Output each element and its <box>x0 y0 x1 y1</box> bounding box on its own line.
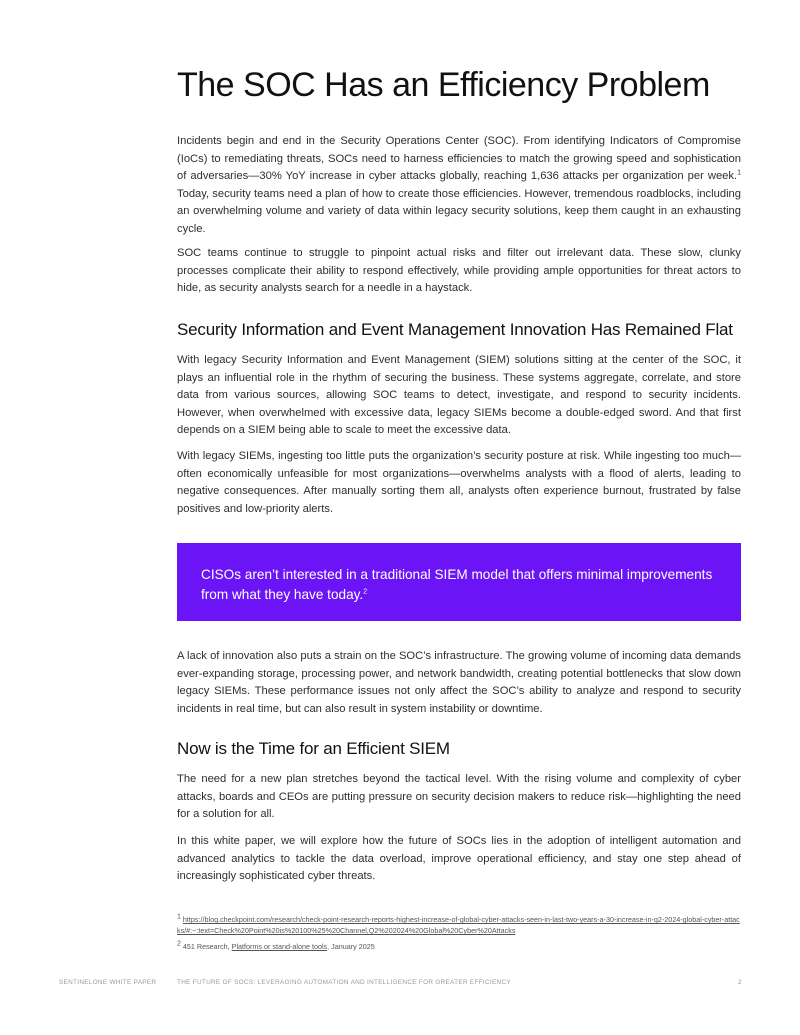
footnote-1 <box>177 914 741 936</box>
footnote-2-source: 451 Research, <box>182 942 232 951</box>
footnote-ref-1[interactable]: 1 <box>737 169 741 177</box>
footer-page-number: 2 <box>738 979 742 986</box>
efficient-siem-paragraph-2: In this white paper, we will explore how the future of SOCs lies in the adoption of intelligent automation and advanced analytics to tackle the data overload, improve operational efficiency, and stay one step ahead of increasingly sophisticated cyber threats. <box>177 835 741 882</box>
page-title: The SOC Has an Efficiency Problem <box>177 66 710 104</box>
intro-paragraph-2: SOC teams continue to struggle to pinpoint actual risks and filter out irrelevant data. These slow, clunky processes complicate their ability to respond effectively, while providing ample opportunities for threat actors to hide, as security analysts search for a needle in a haystack. <box>177 247 741 294</box>
footnotes <box>177 914 741 957</box>
footer-document-title: THE FUTURE OF SOCS: LEVERAGING AUTOMATION AND INTELLIGENCE FOR GREATER EFFICIENCY <box>177 979 511 986</box>
siem-paragraph-1: With legacy Security Information and Event Management (SIEM) solutions sitting at the center of the SOC, it plays an influential role in the rhythm of securing the business. These systems aggregate, correlate, and store data from various sources, allowing SOC teams to detect, investigate, and respond to security incidents. However, when overwhelmed with excessive data, legacy SIEMs become a double-edged sword. And that first depends on a SIEM being able to scale to meet the excessive data. <box>177 354 741 436</box>
intro-paragraph-1 <box>177 133 741 238</box>
footnote-2-link[interactable]: Platforms or stand-alone tools <box>231 942 328 951</box>
efficient-siem-paragraph-1: The need for a new plan stretches beyond the tactical level. With the rising volume and complexity of cyber attacks, boards and CEOs are putting pressure on security decision makers to reduce risk—highlighting the need for a solution for all. <box>177 773 741 820</box>
intro-paragraph-1-text-b: Today, security teams need a plan of how to create those efficiencies. However, tremendous roadblocks, including an overwhelming volume and variety of data within legacy security solutions, keep them caught in an exhausting cycle. <box>177 187 741 235</box>
footnote-2 <box>177 941 741 952</box>
section-heading-siem-innovation: Security Information and Event Management Innovation Has Remained Flat <box>177 320 733 339</box>
footer-brand: SENTINELONE WHITE PAPER <box>59 979 157 986</box>
pull-quote-body: CISOs aren’t interested in a traditional SIEM model that offers minimal improvements from what they have today. <box>201 567 713 602</box>
pull-quote-text <box>201 565 717 605</box>
footnote-ref-2[interactable]: 2 <box>363 588 368 596</box>
section-heading-efficient-siem: Now is the Time for an Efficient SIEM <box>177 739 450 758</box>
footnote-1-link[interactable]: https://blog.checkpoint.com/research/check-point-research-reports-highest-increase-of-global-cyber-attacks-seen-in-last-two-years-a-30-increase-in-q2-2024-global-cyber-attacks/#:~:text=Check%20Point%20is%20100%25%20Channel,Q2%202024%20Global%20Cyber%20Attacks <box>177 915 740 935</box>
intro-paragraph-1-text-a: Incidents begin and end in the Security Operations Center (SOC). From identifying Indicators of Compromise (IoCs) to remediating threats, SOCs need to harness efficiencies to match the growing speed and sophistication of adversaries—30% YoY increase in cyber attacks globally, reaching 1,636 attacks per organization per week. <box>177 135 741 182</box>
footnote-1-number: 1 <box>177 913 181 921</box>
infrastructure-paragraph: A lack of innovation also puts a strain on the SOC’s infrastructure. The growing volume of incoming data demands ever-expanding storage, processing power, and network bandwidth, creating potential bottlenecks that slow down legacy SIEMs. These performance issues not only affect the SOC’s ability to analyze and respond to security incidents in real time, but can also result in system instability or downtime. <box>177 650 741 715</box>
siem-paragraph-2: With legacy SIEMs, ingesting too little puts the organization’s security posture at risk. While ingesting too much—often economically unfeasible for most organizations—overwhelms analysts with a flood of alerts, leading to negative consequences. After manually sorting them all, analysts often experience burnout, frustrated by false positives and low-priority alerts. <box>177 450 741 515</box>
footnote-2-number: 2 <box>177 940 181 948</box>
footnote-2-date: , January 2025 <box>327 942 375 951</box>
pull-quote-callout <box>177 543 741 621</box>
